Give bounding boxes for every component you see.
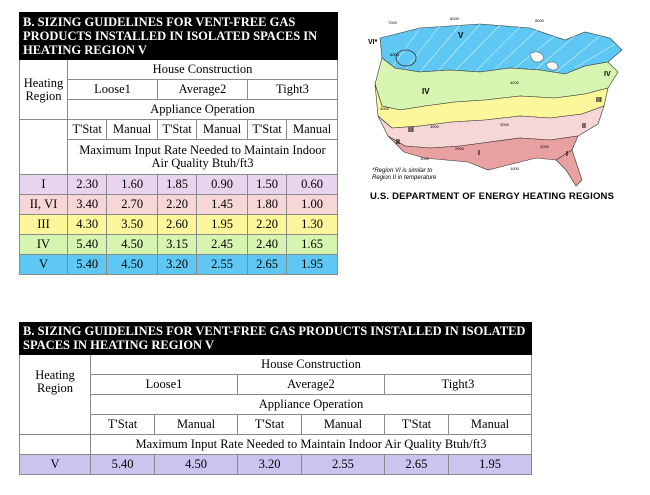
region-cell: V (20, 255, 68, 275)
value-cell: 2.65 (247, 255, 286, 275)
value-cell: 4.50 (155, 454, 238, 474)
table-body (20, 175, 338, 275)
region-label: IV (422, 87, 430, 96)
svg-text:1000: 1000 (420, 156, 429, 161)
construction-type: Tight3 (384, 374, 531, 394)
value-cell: 0.60 (287, 175, 338, 195)
value-cell: 3.40 (68, 195, 107, 215)
construction-type: Loose1 (91, 374, 238, 394)
construction-type: Tight3 (247, 80, 337, 100)
operation-mode: Manual (287, 120, 338, 140)
value-cell: 3.20 (157, 255, 196, 275)
value-cell: 4.50 (107, 235, 158, 255)
table-title: B. SIZING GUIDELINES FOR VENT-FREE GAS PRODUCTS INSTALLED IN ISOLATED SPACES IN HEATING REGION V (20, 13, 338, 60)
value-cell: 5.40 (68, 235, 107, 255)
operation-mode: Manual (155, 414, 238, 434)
sizing-table-top (19, 12, 338, 275)
svg-text:4000: 4000 (380, 106, 389, 111)
svg-text:7000: 7000 (388, 20, 397, 25)
svg-text:5000: 5000 (535, 18, 544, 23)
svg-text:6000: 6000 (390, 52, 399, 57)
region-label: V (458, 31, 464, 40)
value-cell: 3.15 (157, 235, 196, 255)
value-cell: 2.65 (384, 454, 448, 474)
operation-mode: Manual (449, 414, 532, 434)
value-cell: 1.50 (247, 175, 286, 195)
value-cell: 1.45 (197, 195, 248, 215)
svg-text:3000: 3000 (430, 124, 439, 129)
operation-mode: T'Stat (91, 414, 155, 434)
max-input-header: Maximum Input Rate Needed to Maintain Indoor Air Quality Btuh/ft3 (68, 140, 338, 175)
heating-region-header: Heating Region (20, 60, 68, 120)
region-label: III (408, 127, 414, 134)
blank-cell (20, 120, 68, 175)
value-cell: 0.90 (197, 175, 248, 195)
region-label: VI* (368, 39, 378, 46)
value-cell: 2.70 (107, 195, 158, 215)
construction-type: Average2 (157, 80, 247, 100)
region-cell: V (20, 454, 91, 474)
appliance-operation-header: Appliance Operation (91, 394, 532, 414)
region-cell: IV (20, 235, 68, 255)
region-label: I (478, 150, 480, 157)
region-label: III (596, 97, 602, 104)
value-cell: 1.60 (107, 175, 158, 195)
value-cell: 4.50 (107, 255, 158, 275)
operation-mode: Manual (197, 120, 248, 140)
construction-type: Average2 (237, 374, 384, 394)
map-note: *Region VI is similar to Region II in temperature (372, 168, 437, 181)
operation-mode: Manual (107, 120, 158, 140)
svg-text:6000: 6000 (450, 16, 459, 21)
region-cell: III (20, 215, 68, 235)
house-construction-header: House Construction (68, 60, 338, 80)
table-body (20, 454, 532, 474)
blank-cell (20, 434, 91, 454)
value-cell: 4.30 (68, 215, 107, 235)
region-label: I (566, 151, 568, 158)
operation-mode: T'Stat (68, 120, 107, 140)
heating-region-header: Heating Region (20, 354, 91, 434)
value-cell: 1.00 (287, 195, 338, 215)
map-caption: U.S. DEPARTMENT OF ENERGY HEATING REGIONS (370, 191, 615, 202)
value-cell: 2.55 (197, 255, 248, 275)
region-label: II (396, 139, 400, 146)
table-row (20, 255, 338, 275)
max-input-header: Maximum Input Rate Needed to Maintain Indoor Air Quality Btuh/ft3 (91, 434, 532, 454)
svg-text:1000: 1000 (510, 166, 519, 171)
value-cell: 2.45 (197, 235, 248, 255)
region-cell: I (20, 175, 68, 195)
svg-text:2000: 2000 (455, 146, 464, 151)
value-cell: 5.40 (68, 255, 107, 275)
region-cell: II, VI (20, 195, 68, 215)
value-cell: 2.40 (247, 235, 286, 255)
value-cell: 2.55 (302, 454, 385, 474)
value-cell: 2.20 (157, 195, 196, 215)
svg-text:2000: 2000 (540, 144, 549, 149)
region-label: II (582, 123, 586, 130)
value-cell: 2.60 (157, 215, 196, 235)
operation-mode: T'Stat (237, 414, 301, 434)
value-cell: 1.65 (287, 235, 338, 255)
value-cell: 1.30 (287, 215, 338, 235)
operation-mode: Manual (302, 414, 385, 434)
value-cell: 3.20 (237, 454, 301, 474)
operation-mode: T'Stat (247, 120, 286, 140)
value-cell: 1.80 (247, 195, 286, 215)
value-cell: 2.30 (68, 175, 107, 195)
value-cell: 5.40 (91, 454, 155, 474)
value-cell: 1.95 (287, 255, 338, 275)
table-row (20, 215, 338, 235)
svg-text:3000: 3000 (500, 122, 509, 127)
construction-type: Loose1 (68, 80, 158, 100)
value-cell: 3.50 (107, 215, 158, 235)
house-construction-header: House Construction (91, 354, 532, 374)
table-title: B. SIZING GUIDELINES FOR VENT-FREE GAS PRODUCTS INSTALLED IN ISOLATED SPACES IN HEATING REGION V (20, 323, 532, 355)
region-label: IV (604, 71, 611, 78)
operation-mode: T'Stat (384, 414, 448, 434)
table-row (20, 195, 338, 215)
table-row (20, 175, 338, 195)
svg-text:4000: 4000 (510, 80, 519, 85)
operation-mode: T'Stat (157, 120, 196, 140)
value-cell: 1.95 (197, 215, 248, 235)
sizing-table-bottom (19, 322, 532, 475)
appliance-operation-header: Appliance Operation (68, 100, 338, 120)
value-cell: 1.85 (157, 175, 196, 195)
value-cell: 1.95 (449, 454, 532, 474)
table-row (20, 454, 532, 474)
value-cell: 2.20 (247, 215, 286, 235)
table-row (20, 235, 338, 255)
